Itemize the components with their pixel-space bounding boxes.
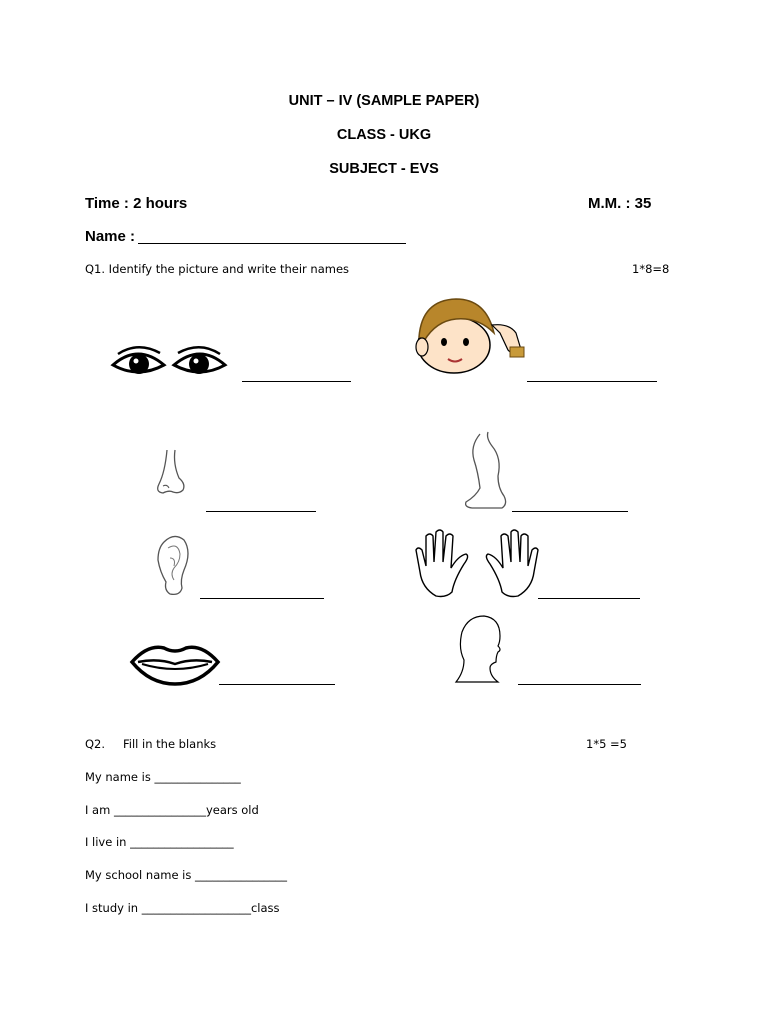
ear-blank[interactable] [200, 598, 324, 599]
fill-line-name[interactable]: My name is _______________ [85, 770, 241, 784]
fill-line-class[interactable]: I study in ___________________class [85, 901, 280, 915]
fill-line-city[interactable]: I live in __________________ [85, 835, 234, 849]
head-silhouette-icon [454, 614, 504, 684]
nose-blank[interactable] [206, 511, 316, 512]
fill-line-school[interactable]: My school name is ________________ [85, 868, 288, 882]
lips-icon [128, 640, 222, 686]
name-blank[interactable] [138, 243, 406, 244]
q2-number: Q2. [85, 737, 106, 751]
head-blank[interactable] [527, 381, 657, 382]
eyes-blank[interactable] [242, 381, 351, 382]
max-marks-label: M.M. : 35 [588, 195, 652, 212]
leg-icon [462, 432, 512, 510]
leg-blank[interactable] [512, 511, 628, 512]
q2-label: Fill in the blanks [123, 737, 217, 751]
hands-blank[interactable] [538, 598, 640, 599]
ear-icon [154, 532, 192, 598]
fill-line-age[interactable]: I am ________________years old [85, 803, 259, 817]
hands-icon [414, 528, 540, 600]
time-label: Time : 2 hours [85, 195, 188, 212]
q1-label: Q1. Identify the picture and write their names [85, 262, 350, 276]
q1-marks: 1*8=8 [632, 262, 670, 276]
name-label: Name : [85, 228, 136, 245]
lips-blank[interactable] [219, 684, 335, 685]
q2-marks: 1*5 =5 [586, 737, 627, 751]
subject-title: SUBJECT - EVS [329, 161, 439, 177]
unit-title: UNIT – IV (SAMPLE PAPER) [288, 93, 480, 109]
class-title: CLASS - UKG [336, 127, 432, 143]
nose-icon [153, 448, 189, 496]
head-pointing-icon [414, 295, 529, 377]
eyes-icon [110, 345, 228, 385]
head-silhouette-blank[interactable] [518, 684, 641, 685]
